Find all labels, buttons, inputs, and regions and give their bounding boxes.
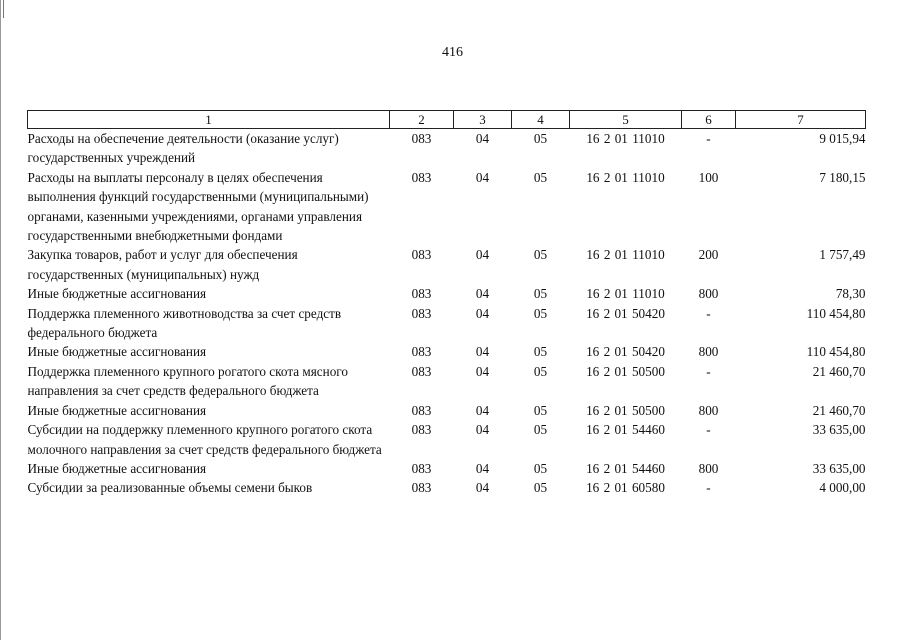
table-row bbox=[28, 129, 866, 168]
row-target-article: 16 2 01 54460 bbox=[586, 422, 665, 438]
budget-table bbox=[27, 110, 866, 498]
row-subsection: 05 bbox=[533, 286, 548, 302]
row-name: Субсидии на поддержку племенного крупного рогатого скота молочного направления за счет средств федерального бюджета bbox=[27, 422, 382, 457]
row-subsection: 05 bbox=[533, 344, 548, 360]
row-amount: 21 460,70 bbox=[812, 363, 866, 379]
row-admin-code: 083 bbox=[411, 460, 432, 476]
row-amount: 78,30 bbox=[835, 286, 866, 302]
row-admin-code: 083 bbox=[411, 247, 432, 263]
row-expense-type: - bbox=[706, 422, 711, 438]
row-admin-code: 083 bbox=[411, 402, 432, 418]
row-name: Поддержка племенного крупного рогатого скота мясного направления за счет средств федерального бюджета bbox=[27, 363, 348, 399]
row-expense-type: - bbox=[706, 131, 711, 146]
table-row bbox=[28, 168, 866, 246]
row-expense-type: 800 bbox=[698, 402, 719, 418]
row-amount: 1 757,49 bbox=[819, 247, 866, 263]
row-amount: 110 454,80 bbox=[806, 344, 866, 360]
column-header-4: 4 bbox=[512, 111, 570, 129]
table-row bbox=[28, 245, 866, 284]
row-amount: 33 635,00 bbox=[812, 422, 866, 438]
row-target-article: 16 2 01 11010 bbox=[586, 247, 665, 263]
column-header-5: 5 bbox=[570, 111, 682, 129]
row-section: 04 bbox=[475, 305, 490, 321]
row-section: 04 bbox=[475, 480, 490, 496]
table-row bbox=[28, 401, 866, 420]
row-admin-code: 083 bbox=[411, 305, 432, 321]
table-row bbox=[28, 342, 866, 361]
row-expense-type: 800 bbox=[698, 286, 719, 302]
row-expense-type: - bbox=[706, 363, 711, 379]
row-section: 04 bbox=[475, 286, 490, 302]
row-subsection: 05 bbox=[533, 402, 548, 418]
row-name: Расходы на обеспечение деятельности (оказание услуг) государственных учреждений bbox=[27, 131, 339, 166]
column-header-6: 6 bbox=[682, 111, 736, 129]
row-target-article: 16 2 01 50420 bbox=[586, 305, 665, 321]
scan-edge-line bbox=[0, 0, 1, 640]
row-admin-code: 083 bbox=[411, 131, 432, 146]
table-row bbox=[28, 284, 866, 303]
row-section: 04 bbox=[475, 169, 490, 185]
row-admin-code: 083 bbox=[411, 480, 432, 496]
page-number: 416 bbox=[442, 45, 463, 60]
scan-edge-mark bbox=[3, 0, 4, 18]
row-amount: 7 180,15 bbox=[819, 169, 866, 185]
column-header-7: 7 bbox=[736, 111, 866, 129]
row-section: 04 bbox=[475, 422, 490, 438]
row-amount: 110 454,80 bbox=[806, 305, 866, 321]
row-admin-code: 083 bbox=[411, 344, 432, 360]
row-expense-type: - bbox=[706, 305, 711, 321]
row-amount: 33 635,00 bbox=[812, 460, 866, 476]
row-expense-type: 800 bbox=[698, 344, 719, 360]
row-target-article: 16 2 01 11010 bbox=[586, 169, 665, 185]
row-target-article: 16 2 01 54460 bbox=[586, 460, 665, 476]
row-subsection: 05 bbox=[533, 131, 548, 146]
row-section: 04 bbox=[475, 402, 490, 418]
row-admin-code: 083 bbox=[411, 363, 432, 379]
row-name: Иные бюджетные ассигнования bbox=[27, 286, 207, 302]
column-header-2: 2 bbox=[390, 111, 454, 129]
row-subsection: 05 bbox=[533, 169, 548, 185]
row-name: Иные бюджетные ассигнования bbox=[27, 344, 207, 360]
row-expense-type: 800 bbox=[698, 460, 719, 476]
row-subsection: 05 bbox=[533, 247, 548, 263]
row-name: Иные бюджетные ассигнования bbox=[27, 402, 207, 418]
row-name: Иные бюджетные ассигнования bbox=[27, 460, 207, 476]
row-subsection: 05 bbox=[533, 305, 548, 321]
row-section: 04 bbox=[475, 247, 490, 263]
row-section: 04 bbox=[475, 460, 490, 476]
row-target-article: 16 2 01 60580 bbox=[586, 480, 665, 496]
row-subsection: 05 bbox=[533, 480, 548, 496]
row-amount: 4 000,00 bbox=[819, 480, 866, 496]
row-amount: 9 015,94 bbox=[819, 131, 866, 146]
row-name: Закупка товаров, работ и услуг для обеспечения государственных (муниципальных) нужд bbox=[27, 247, 298, 282]
row-name: Поддержка племенного животноводства за счет средств федерального бюджета bbox=[27, 305, 342, 341]
table-row bbox=[28, 420, 866, 459]
row-subsection: 05 bbox=[533, 460, 548, 476]
row-target-article: 16 2 01 11010 bbox=[586, 286, 665, 302]
row-name: Расходы на выплаты персоналу в целях обеспечения выполнения функций государственными (муниципальными) органами, казенными учреждениями, органами управления государственными внебюджетными фондами bbox=[27, 169, 369, 244]
column-header-1: 1 bbox=[28, 111, 390, 129]
table-row bbox=[28, 459, 866, 478]
column-header-3: 3 bbox=[454, 111, 512, 129]
table-header-row bbox=[28, 111, 866, 129]
table-row bbox=[28, 304, 866, 343]
row-amount: 21 460,70 bbox=[812, 402, 866, 418]
row-admin-code: 083 bbox=[411, 286, 432, 302]
row-section: 04 bbox=[475, 131, 490, 146]
row-admin-code: 083 bbox=[411, 169, 432, 185]
row-expense-type: 200 bbox=[698, 247, 719, 263]
row-target-article: 16 2 01 50500 bbox=[586, 363, 665, 379]
row-expense-type: - bbox=[706, 480, 711, 496]
row-subsection: 05 bbox=[533, 363, 548, 379]
row-expense-type: 100 bbox=[698, 169, 719, 185]
row-target-article: 16 2 01 11010 bbox=[586, 131, 665, 146]
row-name: Субсидии за реализованные объемы семени быков bbox=[27, 480, 313, 496]
row-target-article: 16 2 01 50500 bbox=[586, 402, 665, 418]
table-row bbox=[28, 478, 866, 497]
row-section: 04 bbox=[475, 344, 490, 360]
row-section: 04 bbox=[475, 363, 490, 379]
table-row bbox=[28, 362, 866, 401]
row-admin-code: 083 bbox=[411, 422, 432, 438]
row-target-article: 16 2 01 50420 bbox=[586, 344, 665, 360]
row-subsection: 05 bbox=[533, 422, 548, 438]
